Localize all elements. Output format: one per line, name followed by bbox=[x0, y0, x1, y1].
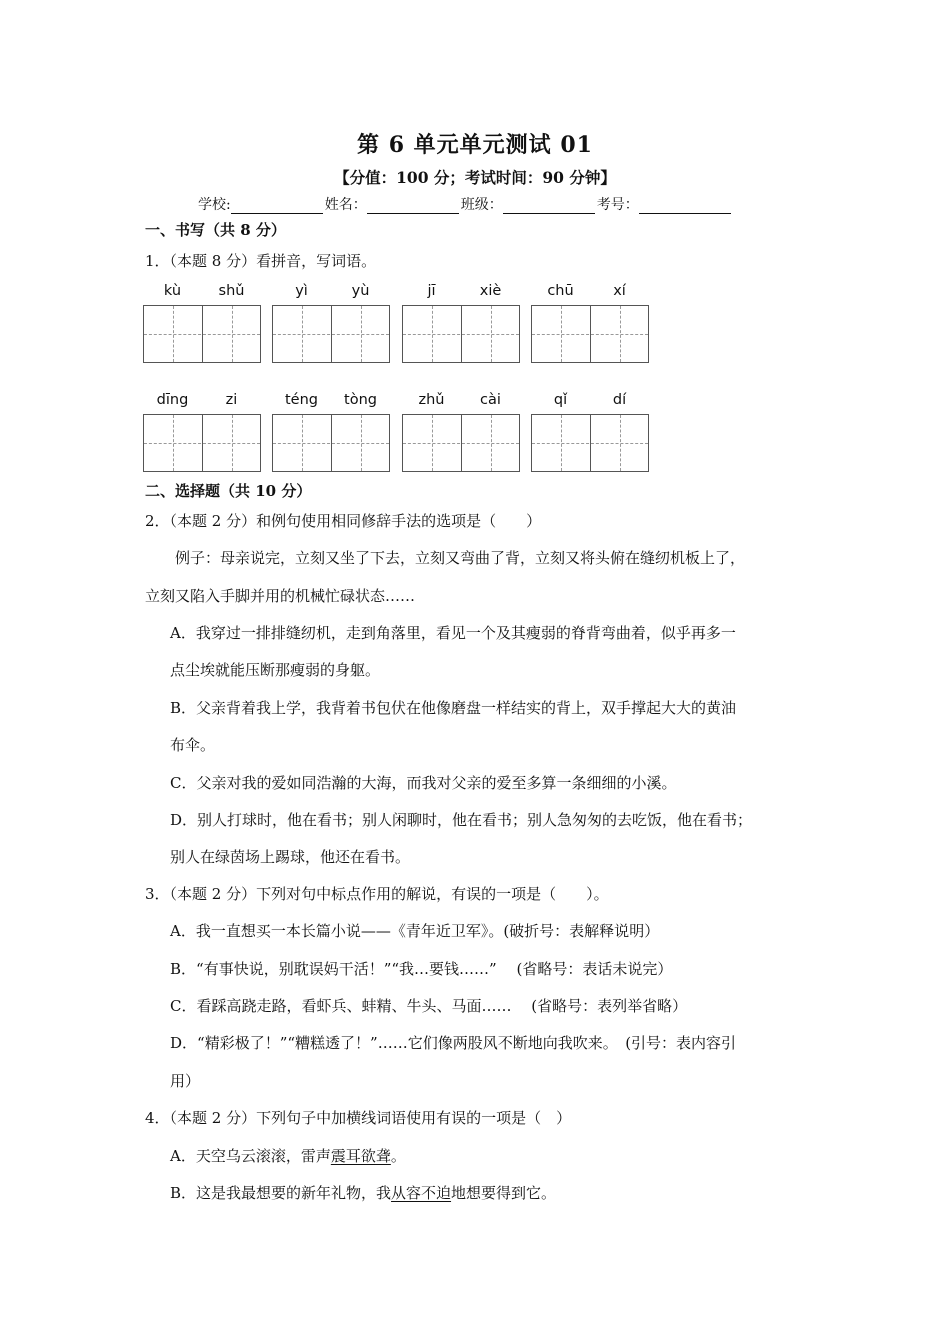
writing-grid[interactable] bbox=[143, 414, 261, 472]
page-title: 第 6 单元单元测试 01 bbox=[357, 132, 593, 158]
pinyin-label: dīng bbox=[156, 392, 189, 408]
q2-option-a-line2: 点尘埃就能压断那瘦弱的身躯。 bbox=[170, 661, 381, 679]
pinyin-label: yì bbox=[295, 283, 308, 299]
q3-option-d-line1[interactable]: D．“精彩极了！”“糟糕透了！”……它们像两股风不断地向我吹来。 (引号：表内容引 bbox=[170, 1034, 737, 1052]
q2-option-d-line2: 别人在绿茵场上踢球，他还在看书。 bbox=[170, 848, 411, 866]
q3-option-c[interactable]: C．看踩高跷走路，看虾兵、蚌精、牛头、马面…… (省略号：表列举省略） bbox=[170, 997, 688, 1015]
school-blank[interactable] bbox=[231, 199, 323, 214]
pinyin-label: qǐ bbox=[553, 392, 568, 408]
pinyin-label: chū bbox=[547, 283, 574, 299]
name-label: 姓名： bbox=[324, 197, 367, 213]
question-1-stem: 1．（本题 8 分）看拼音，写词语。 bbox=[145, 252, 377, 270]
q2-example-line1: 例子：母亲说完，立刻又坐了下去，立刻又弯曲了背，立刻又将头俯在缝纫机板上了， bbox=[175, 549, 746, 567]
class-label: 班级： bbox=[460, 197, 503, 213]
writing-grid[interactable] bbox=[531, 414, 649, 472]
pinyin-label: xiè bbox=[479, 283, 502, 299]
pinyin-label: dí bbox=[612, 392, 627, 408]
pinyin-label: téng bbox=[284, 392, 318, 408]
q3-option-b[interactable]: B．“有事快说，别耽误妈干活！”“我…要钱……” (省略号：表话未说完） bbox=[170, 960, 673, 978]
section2-heading: 二、选择题（共 10 分） bbox=[145, 482, 312, 500]
writing-grid[interactable] bbox=[143, 305, 261, 363]
pinyin-label: cài bbox=[480, 392, 501, 408]
question-4-stem: 4．（本题 2 分）下列句子中加横线词语使用有误的一项是（ ） bbox=[145, 1109, 572, 1127]
pinyin-label: tòng bbox=[344, 392, 377, 408]
q2-option-b-line2: 布伞。 bbox=[170, 736, 216, 754]
id-label: 考号： bbox=[596, 197, 639, 213]
question-2-stem: 2．（本题 2 分）和例句使用相同修辞手法的选项是（ ） bbox=[145, 512, 542, 530]
class-blank[interactable] bbox=[503, 199, 595, 214]
id-blank[interactable] bbox=[639, 199, 731, 214]
q2-example-line2: 立刻又陷入手脚并用的机械忙碌状态…… bbox=[145, 587, 416, 605]
pinyin-label: kù bbox=[163, 283, 182, 299]
school-label: 学校: bbox=[198, 197, 231, 213]
pinyin-label: jī bbox=[427, 283, 436, 299]
pinyin-label: yù bbox=[351, 283, 370, 299]
q4-a-text: A．天空乌云滚滚，雷声 bbox=[170, 1147, 331, 1165]
q3-option-a[interactable]: A．我一直想买一本长篇小说——《青年近卫军》。(破折号：表解释说明） bbox=[170, 922, 660, 940]
q2-option-c[interactable]: C．父亲对我的爱如同浩瀚的大海，而我对父亲的爱至多算一条细细的小溪。 bbox=[170, 774, 677, 792]
writing-grid[interactable] bbox=[402, 305, 520, 363]
name-blank[interactable] bbox=[367, 199, 459, 214]
q4-b-text: B．这是我最想要的新年礼物，我 bbox=[170, 1184, 392, 1202]
q4-b-underlined-word: 从容不迫 bbox=[391, 1184, 452, 1202]
q4-a-underlined-word: 震耳欲聋 bbox=[330, 1147, 391, 1165]
q4-a-end: 。 bbox=[390, 1147, 406, 1165]
q4-option-b[interactable] bbox=[170, 1182, 556, 1203]
pinyin-label: zi bbox=[225, 392, 238, 408]
pinyin-label: xí bbox=[613, 283, 626, 299]
question-3-stem: 3．（本题 2 分）下列对句中标点作用的解说，有误的一项是（ ）。 bbox=[145, 885, 609, 903]
pinyin-label: shǔ bbox=[218, 283, 245, 299]
exam-subtitle: 【分值：100 分；考试时间：90 分钟】 bbox=[334, 168, 616, 187]
q3-option-d-line2: 用） bbox=[170, 1072, 201, 1090]
writing-grid[interactable] bbox=[272, 414, 390, 472]
writing-grid[interactable] bbox=[531, 305, 649, 363]
writing-grid[interactable] bbox=[272, 305, 390, 363]
writing-grid[interactable] bbox=[402, 414, 520, 472]
q2-option-d-line1[interactable]: D．别人打球时，他在看书；别人闲聊时，他在看书；别人急匆匆的去吃饭，他在看书； bbox=[170, 811, 753, 829]
section1-heading: 一、书写（共 8 分） bbox=[145, 221, 286, 239]
q2-option-a-line1[interactable]: A．我穿过一排排缝纫机，走到角落里，看见一个及其瘦弱的脊背弯曲着，似乎再多一 bbox=[170, 624, 736, 642]
pinyin-label: zhǔ bbox=[418, 392, 445, 408]
q2-option-b-line1[interactable]: B．父亲背着我上学，我背着书包伏在他像磨盘一样结实的背上，双手撑起大大的黄油 bbox=[170, 699, 737, 717]
student-info-row bbox=[198, 194, 733, 214]
q4-option-a[interactable] bbox=[170, 1145, 406, 1166]
q4-b-end: 地想要得到它。 bbox=[451, 1184, 557, 1202]
